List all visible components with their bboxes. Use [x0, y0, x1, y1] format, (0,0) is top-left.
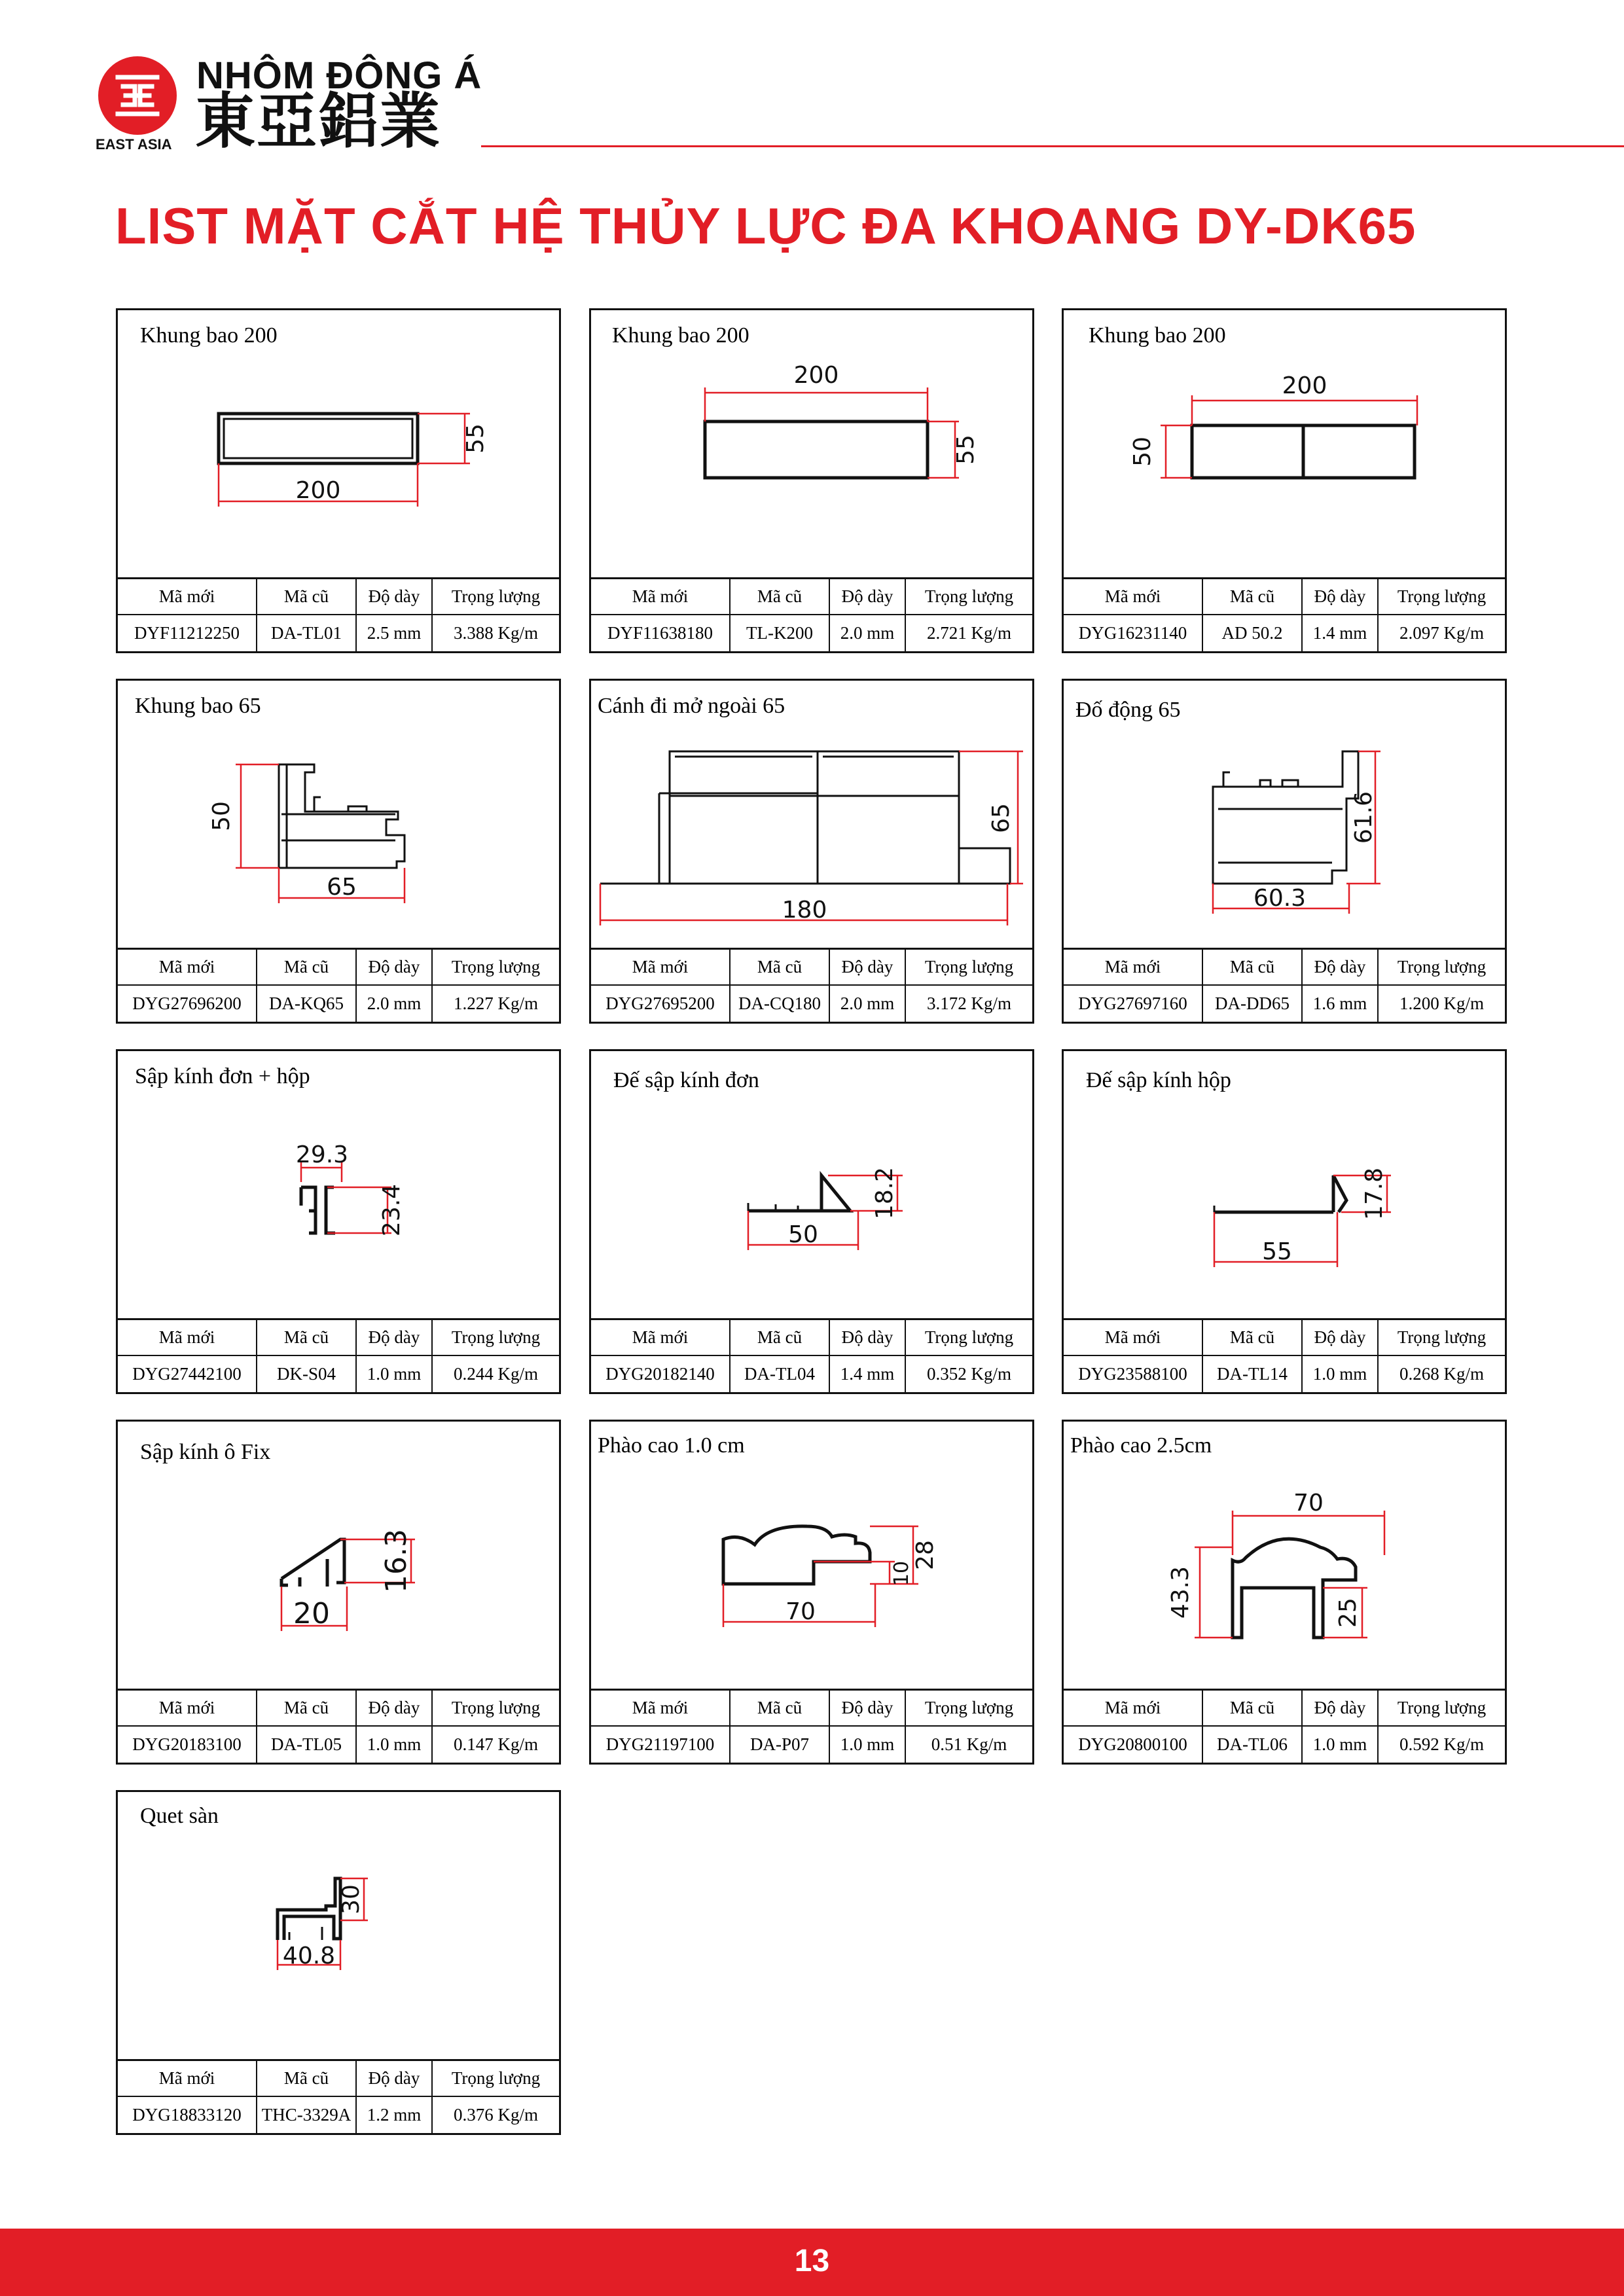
profile-drawing — [591, 1422, 1032, 1693]
profile-name: Quet sàn — [140, 1804, 219, 1828]
header-old-code: Mã cũ — [1202, 1320, 1302, 1355]
new-code: DYG20800100 — [1064, 1726, 1202, 1763]
header-old-code: Mã cũ — [257, 2061, 356, 2096]
profile-name: Đế sập kính hộp — [1086, 1068, 1231, 1092]
dimension-label: 61.6 — [1350, 791, 1377, 844]
header-new-code: Mã mới — [591, 579, 730, 615]
old-code: DA-TL14 — [1202, 1355, 1302, 1392]
header-old-code: Mã cũ — [730, 579, 829, 615]
header-weight: Trọng lượng — [1378, 579, 1505, 615]
profile-drawing — [1064, 310, 1505, 581]
profile-drawing — [118, 1422, 559, 1693]
dimension-label: 60.3 — [1253, 885, 1307, 912]
profile-name: Sập kính ô Fix — [140, 1440, 271, 1464]
header-weight: Trọng lượng — [1378, 950, 1505, 985]
dimension-label: 55 — [952, 435, 979, 465]
header-old-code: Mã cũ — [1202, 1691, 1302, 1726]
profile-card — [589, 679, 1034, 1024]
spec-table — [118, 948, 559, 1022]
profile-drawing — [1064, 681, 1505, 952]
dimension-label: 65 — [327, 874, 357, 901]
profile-card — [1062, 679, 1507, 1024]
thickness: 2.0 mm — [829, 615, 905, 651]
brand-name-chinese: 東亞鋁業 — [195, 86, 442, 156]
weight: 0.51 Kg/m — [931, 1734, 1007, 1754]
thickness: 1.0 mm — [356, 1355, 432, 1392]
weight: 3.172 Kg/m — [926, 994, 1011, 1013]
dimension-label: 70 — [785, 1598, 816, 1625]
header-old-code: Mã cũ — [730, 1320, 829, 1355]
profile-drawing — [591, 681, 1032, 952]
profile-drawing — [118, 310, 559, 581]
profile-name: Đố động 65 — [1075, 698, 1181, 722]
new-code: DYG27695200 — [591, 985, 730, 1022]
profile-card — [116, 308, 561, 653]
dimension-label: 28 — [912, 1540, 939, 1570]
profile-card — [116, 1049, 561, 1394]
thickness: 1.0 mm — [356, 1726, 432, 1763]
old-code: DA-TL01 — [257, 615, 356, 651]
thickness: 1.0 mm — [1302, 1355, 1378, 1392]
dimension-label: 180 — [782, 897, 827, 924]
new-code: DYG23588100 — [1064, 1355, 1202, 1392]
dimension-label: 55 — [1262, 1238, 1292, 1265]
header-thickness: Độ dày — [1302, 950, 1378, 985]
header-weight: Trọng lượng — [432, 579, 559, 615]
profile-name: Sập kính đơn + hộp — [135, 1064, 310, 1088]
weight: 2.097 Kg/m — [1399, 623, 1484, 643]
header-rule — [481, 145, 1624, 147]
dimension-label: 200 — [295, 477, 341, 504]
profile-drawing — [591, 1051, 1032, 1322]
dimension-label: 20 — [293, 1597, 330, 1630]
old-code: TL-K200 — [730, 615, 829, 651]
header-thickness: Độ dày — [829, 579, 905, 615]
profile-card — [1062, 1049, 1507, 1394]
old-code: DA-KQ65 — [257, 985, 356, 1022]
new-code: DYG20182140 — [591, 1355, 730, 1392]
profile-card — [589, 308, 1034, 653]
brand-name-english: EAST ASIA — [96, 136, 172, 152]
thickness: 1.0 mm — [1302, 1726, 1378, 1763]
header-new-code: Mã mới — [591, 1320, 730, 1355]
profile-card — [589, 1420, 1034, 1765]
dimension-label: 17.8 — [1361, 1167, 1388, 1221]
weight: 0.268 Kg/m — [1399, 1364, 1484, 1384]
spec-table — [591, 577, 1032, 651]
profile-drawing — [591, 310, 1032, 581]
profile-card — [116, 679, 561, 1024]
thickness: 1.4 mm — [1302, 615, 1378, 651]
profile-name: Khung bao 200 — [1089, 323, 1226, 348]
new-code: DYG20183100 — [118, 1726, 257, 1763]
thickness: 1.6 mm — [1302, 985, 1378, 1022]
header-old-code: Mã cũ — [1202, 579, 1302, 615]
dimension-label: 10 — [890, 1560, 913, 1587]
profile-name: Khung bao 200 — [612, 323, 749, 348]
new-code: DYG27696200 — [118, 985, 257, 1022]
profile-name: Khung bao 65 — [135, 694, 261, 718]
thickness: 1.0 mm — [829, 1726, 905, 1763]
new-code: DYG18833120 — [118, 2096, 257, 2133]
spec-table — [1064, 1689, 1505, 1763]
east-asia-logo — [92, 52, 183, 144]
spec-table — [1064, 948, 1505, 1022]
old-code: DA-TL05 — [257, 1726, 356, 1763]
thickness: 2.0 mm — [829, 985, 905, 1022]
header-weight: Trọng lượng — [432, 1320, 559, 1355]
dimension-label: 29.3 — [295, 1141, 349, 1168]
header-weight: Trọng lượng — [905, 1691, 1032, 1726]
profile-name: Phào cao 2.5cm — [1070, 1433, 1212, 1458]
dimension-label: 23.4 — [378, 1183, 405, 1237]
weight: 2.721 Kg/m — [926, 623, 1011, 643]
spec-table — [118, 1318, 559, 1392]
header-thickness: Độ dày — [829, 950, 905, 985]
weight: 0.352 Kg/m — [926, 1364, 1011, 1384]
thickness: 1.4 mm — [829, 1355, 905, 1392]
header-weight: Trọng lượng — [1378, 1691, 1505, 1726]
header-old-code: Mã cũ — [257, 579, 356, 615]
dimension-label: 50 — [208, 801, 235, 831]
new-code: DYG21197100 — [591, 1726, 730, 1763]
profile-drawing — [1064, 1422, 1505, 1693]
profile-drawing — [118, 1792, 559, 2063]
profile-card — [1062, 1420, 1507, 1765]
header-new-code: Mã mới — [118, 950, 257, 985]
header-old-code: Mã cũ — [730, 950, 829, 985]
header-new-code: Mã mới — [118, 2061, 257, 2096]
header-thickness: Độ dày — [356, 2061, 432, 2096]
profile-name: Phào cao 1.0 cm — [598, 1433, 745, 1458]
thickness: 2.5 mm — [356, 615, 432, 651]
new-code: DYF11212250 — [118, 615, 257, 651]
header-thickness: Độ dày — [829, 1320, 905, 1355]
header-thickness: Độ dày — [356, 1320, 432, 1355]
dimension-label: 25 — [1335, 1598, 1362, 1628]
header-weight: Trọng lượng — [905, 579, 1032, 615]
spec-table — [1064, 577, 1505, 651]
dimension-label: 200 — [793, 362, 839, 389]
header-thickness: Độ dày — [1302, 579, 1378, 615]
old-code: THC-3329A — [257, 2096, 356, 2133]
profile-card — [116, 1790, 561, 2135]
weight: 1.200 Kg/m — [1399, 994, 1484, 1013]
header-thickness: Độ dày — [356, 950, 432, 985]
dimension-label: 30 — [338, 1884, 365, 1914]
profile-card — [1062, 308, 1507, 653]
header-thickness: Độ dày — [356, 1691, 432, 1726]
old-code: DA-TL04 — [730, 1355, 829, 1392]
weight: 0.147 Kg/m — [453, 1734, 538, 1754]
header-weight: Trọng lượng — [432, 1691, 559, 1726]
old-code: DA-DD65 — [1202, 985, 1302, 1022]
header-thickness: Độ dày — [829, 1691, 905, 1726]
dimension-label: 16.3 — [380, 1529, 413, 1593]
header-weight: Trọng lượng — [1378, 1320, 1505, 1355]
profile-drawing — [118, 681, 559, 952]
spec-table — [591, 1689, 1032, 1763]
weight: 0.592 Kg/m — [1399, 1734, 1484, 1754]
dimension-label: 50 — [1129, 437, 1156, 467]
header-old-code: Mã cũ — [257, 1320, 356, 1355]
profile-card — [116, 1420, 561, 1765]
weight: 0.244 Kg/m — [453, 1364, 538, 1384]
dimension-label: 200 — [1282, 372, 1327, 399]
spec-table — [118, 1689, 559, 1763]
dimension-label: 65 — [988, 803, 1015, 833]
footer-bar — [0, 2229, 1624, 2296]
header-new-code: Mã mới — [118, 1320, 257, 1355]
dimension-label: 40.8 — [282, 1943, 336, 1969]
new-code: DYG27442100 — [118, 1355, 257, 1392]
header-new-code: Mã mới — [591, 950, 730, 985]
dimension-label: 50 — [788, 1221, 818, 1248]
weight: 3.388 Kg/m — [453, 623, 538, 643]
old-code: AD 50.2 — [1202, 615, 1302, 651]
header-new-code: Mã mới — [1064, 950, 1202, 985]
weight: 0.376 Kg/m — [453, 2105, 538, 2125]
page-number: 13 — [794, 2244, 830, 2278]
header-old-code: Mã cũ — [257, 1691, 356, 1726]
header-weight: Trọng lượng — [905, 950, 1032, 985]
spec-table — [118, 577, 559, 651]
old-code: DK-S04 — [257, 1355, 356, 1392]
new-code: DYG16231140 — [1064, 615, 1202, 651]
weight: 1.227 Kg/m — [453, 994, 538, 1013]
header-old-code: Mã cũ — [730, 1691, 829, 1726]
header-thickness: Độ dày — [356, 579, 432, 615]
header-thickness: Độ dày — [1302, 1691, 1378, 1726]
dimension-label: 55 — [462, 423, 489, 454]
new-code: DYG27697160 — [1064, 985, 1202, 1022]
header-weight: Trọng lượng — [432, 2061, 559, 2096]
header-thickness: Độ dày — [1302, 1320, 1378, 1355]
header-new-code: Mã mới — [118, 579, 257, 615]
profile-name: Đế sập kính đơn — [613, 1068, 759, 1092]
header-weight: Trọng lượng — [432, 950, 559, 985]
spec-table — [591, 1318, 1032, 1392]
dimension-label: 43.3 — [1167, 1566, 1194, 1619]
profile-card — [589, 1049, 1034, 1394]
header-new-code: Mã mới — [1064, 1691, 1202, 1726]
spec-table — [1064, 1318, 1505, 1392]
new-code: DYF11638180 — [591, 615, 730, 651]
header-old-code: Mã cũ — [257, 950, 356, 985]
header-new-code: Mã mới — [1064, 579, 1202, 615]
thickness: 2.0 mm — [356, 985, 432, 1022]
header-old-code: Mã cũ — [1202, 950, 1302, 985]
header-new-code: Mã mới — [591, 1691, 730, 1726]
header-new-code: Mã mới — [118, 1691, 257, 1726]
page-title: LIST MẶT CẮT HỆ THỦY LỰC ĐA KHOANG DY-DK65 — [115, 197, 1416, 255]
dimension-label: 18.2 — [871, 1166, 898, 1220]
profile-drawing — [1064, 1051, 1505, 1322]
header-weight: Trọng lượng — [905, 1320, 1032, 1355]
old-code: DA-CQ180 — [730, 985, 829, 1022]
profile-drawing — [118, 1051, 559, 1322]
old-code: DA-TL06 — [1202, 1726, 1302, 1763]
old-code: DA-P07 — [730, 1726, 829, 1763]
thickness: 1.2 mm — [356, 2096, 432, 2133]
header-new-code: Mã mới — [1064, 1320, 1202, 1355]
brand-name-vietnamese: NHÔM ĐÔNG Á — [196, 54, 482, 97]
dimension-label: 70 — [1293, 1490, 1324, 1516]
spec-table — [118, 2059, 559, 2133]
profile-name: Khung bao 200 — [140, 323, 278, 348]
spec-table — [591, 948, 1032, 1022]
profile-name: Cánh đi mở ngoài 65 — [598, 694, 785, 718]
